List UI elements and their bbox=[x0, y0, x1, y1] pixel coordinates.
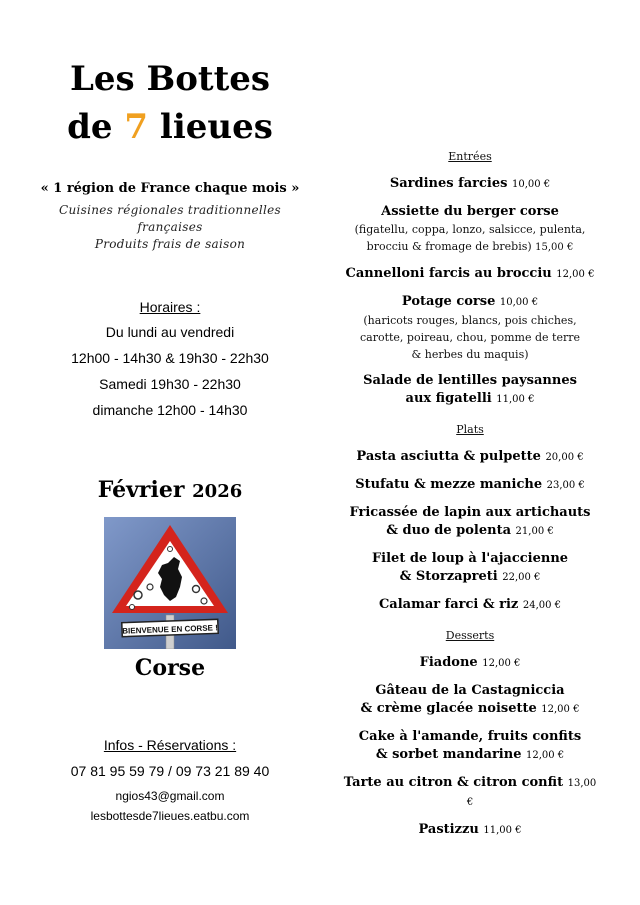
item-price: 12,00 € bbox=[482, 658, 521, 669]
region-name: Corse bbox=[134, 655, 206, 681]
item-name: Sardines farcies bbox=[389, 176, 508, 191]
menu-item bbox=[340, 265, 600, 284]
item-price: 10,00 € bbox=[499, 297, 539, 308]
item-price: 12,00 € bbox=[526, 750, 565, 761]
item-name: Filet de loup à l'ajaccienne bbox=[371, 551, 569, 566]
item-description: & herbes du maquis) bbox=[411, 348, 529, 361]
item-description: (figatellu, coppa, lonzo, salsicce, pulenta, bbox=[354, 223, 586, 236]
menu-item bbox=[340, 682, 600, 719]
item-description: (haricots rouges, blancs, pois chiches, bbox=[363, 314, 577, 327]
subtitle-produits: Produits frais de saison bbox=[94, 237, 246, 251]
hours-heading: Horaires : bbox=[139, 299, 201, 315]
item-price: 11,00 € bbox=[483, 825, 522, 836]
item-price: 22,00 € bbox=[502, 572, 541, 583]
item-name: & crème glacée noisette bbox=[360, 701, 537, 716]
website-link[interactable]: lesbottesde7lieues.eatbu.com bbox=[90, 809, 250, 823]
menu-item bbox=[340, 821, 600, 840]
item-price: 24,00 € bbox=[522, 600, 562, 611]
item-price: 15,00 € bbox=[535, 242, 574, 253]
phone-numbers: 07 81 95 59 79 / 09 73 21 89 40 bbox=[70, 763, 270, 779]
menu-item bbox=[340, 504, 600, 541]
item-price: 12,00 € bbox=[556, 269, 595, 280]
warning-sign-icon bbox=[104, 517, 236, 649]
item-name: & Storzapreti bbox=[399, 569, 498, 584]
left-column bbox=[30, 55, 310, 823]
menu-item bbox=[340, 728, 600, 765]
item-description: brocciu & fromage de brebis) bbox=[366, 240, 532, 253]
restaurant-name bbox=[30, 55, 310, 151]
name-number: 7 bbox=[124, 107, 149, 147]
item-name: Salade de lentilles paysannes bbox=[363, 373, 577, 388]
item-name: Assiette du berger corse bbox=[381, 204, 559, 219]
item-price: 21,00 € bbox=[515, 526, 554, 537]
section-heading-entrees: Entrées bbox=[448, 150, 492, 163]
item-name: Tarte au citron & citron confit bbox=[343, 775, 564, 790]
menu-item bbox=[340, 372, 600, 409]
item-price: 10,00 € bbox=[511, 179, 551, 190]
item-name: & duo de polenta bbox=[386, 523, 512, 538]
item-name: Pasta asciutta & pulpette bbox=[356, 449, 541, 464]
email-link[interactable]: ngios43@gmail.com bbox=[115, 789, 225, 803]
contact-heading: Infos - Réservations : bbox=[103, 737, 237, 753]
item-name: & sorbet mandarine bbox=[375, 747, 522, 762]
menu-item bbox=[340, 203, 600, 256]
menu-item bbox=[340, 550, 600, 587]
item-name: Stufatu & mezze maniche bbox=[355, 477, 543, 492]
menu-column bbox=[340, 150, 600, 849]
menu-item bbox=[340, 175, 600, 194]
sign-banner-text: BIENVENUE EN CORSE ! bbox=[122, 623, 218, 636]
menu-item bbox=[340, 596, 600, 615]
menu-item bbox=[340, 654, 600, 673]
menu-item bbox=[340, 476, 600, 495]
month-heading bbox=[30, 477, 310, 503]
item-name: Calamar farci & riz bbox=[378, 597, 519, 612]
item-price: 20,00 € bbox=[545, 452, 584, 463]
menu-item bbox=[340, 448, 600, 467]
item-price: 12,00 € bbox=[541, 704, 580, 715]
name-de: de bbox=[67, 107, 125, 147]
tagline: « 1 région de France chaque mois » bbox=[40, 181, 300, 196]
item-name: Potage corse bbox=[401, 294, 496, 309]
hours-line: dimanche 12h00 - 14h30 bbox=[92, 402, 248, 418]
section-heading-desserts: Desserts bbox=[445, 629, 495, 642]
item-name: Cake à l'amande, fruits confits bbox=[358, 729, 582, 744]
hours-line: 12h00 - 14h30 & 19h30 - 22h30 bbox=[71, 350, 269, 366]
menu-item bbox=[340, 774, 600, 812]
hours-line: Du lundi au vendredi bbox=[105, 324, 235, 340]
menu-item bbox=[340, 293, 600, 363]
item-price: 23,00 € bbox=[546, 480, 585, 491]
item-name: Pastizzu bbox=[418, 822, 479, 837]
item-price: 13,00 € bbox=[466, 778, 597, 808]
month-year: 2026 bbox=[192, 481, 243, 502]
name-line1: Les Bottes bbox=[69, 59, 271, 99]
month-name: Février bbox=[97, 477, 185, 503]
item-price: 11,00 € bbox=[496, 394, 535, 405]
section-heading-plats: Plats bbox=[456, 423, 484, 436]
item-description: carotte, poireau, chou, pomme de terre bbox=[359, 331, 580, 344]
hours-line: Samedi 19h30 - 22h30 bbox=[99, 376, 241, 392]
name-lieues: lieues bbox=[148, 107, 273, 147]
item-name: aux figatelli bbox=[405, 391, 492, 406]
item-name: Gâteau de la Castagniccia bbox=[375, 683, 565, 698]
subtitle-cuisines: Cuisines régionales traditionnelles françaises bbox=[58, 203, 282, 234]
corsica-sign-image bbox=[104, 517, 236, 649]
item-name: Fiadone bbox=[419, 655, 478, 670]
item-name: Cannelloni farcis au brocciu bbox=[345, 266, 552, 281]
item-name: Fricassée de lapin aux artichauts bbox=[349, 505, 591, 520]
